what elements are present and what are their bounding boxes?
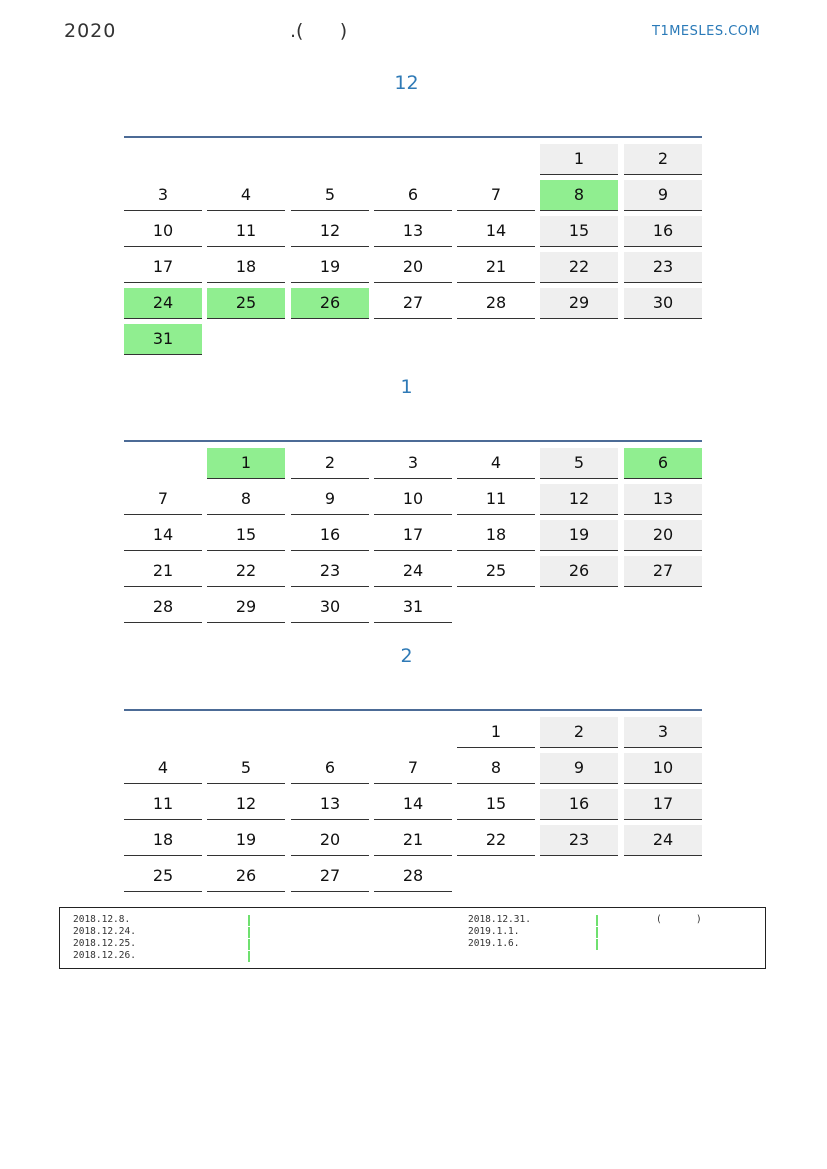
day-cell: 13 [374, 216, 452, 247]
day-cell: 28 [374, 861, 452, 892]
day-cell: 8 [457, 753, 535, 784]
month-divider [124, 440, 702, 442]
day-cell: 30 [624, 288, 702, 319]
day-cell: 13 [624, 484, 702, 515]
legend-date: 2019.1.1. [468, 926, 520, 937]
day-cell: 2 [540, 717, 618, 748]
day-cell: 21 [374, 825, 452, 856]
day-cell: 21 [124, 556, 202, 587]
day-cell: 27 [624, 556, 702, 587]
header-year: 2020 [64, 20, 117, 42]
holiday-day-cell: 25 [207, 288, 285, 319]
day-cell: 6 [291, 753, 369, 784]
holiday-legend [59, 907, 766, 969]
legend-marker [596, 927, 598, 938]
day-cell: 23 [540, 825, 618, 856]
day-cell: 30 [291, 592, 369, 623]
day-cell: 18 [124, 825, 202, 856]
day-cell: 12 [291, 216, 369, 247]
day-cell: 16 [291, 520, 369, 551]
day-cell: 19 [540, 520, 618, 551]
day-cell: 15 [540, 216, 618, 247]
day-cell: 26 [207, 861, 285, 892]
day-cell: 14 [124, 520, 202, 551]
holiday-day-cell: 26 [291, 288, 369, 319]
day-cell: 16 [540, 789, 618, 820]
legend-marker [596, 939, 598, 950]
holiday-day-cell: 8 [540, 180, 618, 211]
day-cell: 11 [207, 216, 285, 247]
day-cell: 14 [374, 789, 452, 820]
day-cell: 5 [540, 448, 618, 479]
day-cell: 22 [457, 825, 535, 856]
day-cell: 5 [291, 180, 369, 211]
day-cell: 28 [124, 592, 202, 623]
day-cell: 1 [457, 717, 535, 748]
site-link[interactable]: T1MESLES.COM [652, 24, 761, 39]
legend-marker [248, 915, 250, 926]
day-cell: 29 [207, 592, 285, 623]
legend-marker [248, 951, 250, 962]
day-cell: 16 [624, 216, 702, 247]
day-cell: 7 [374, 753, 452, 784]
day-cell: 17 [124, 252, 202, 283]
day-cell: 22 [207, 556, 285, 587]
day-cell: 2 [624, 144, 702, 175]
day-cell: 7 [457, 180, 535, 211]
month-title: 1 [400, 376, 413, 398]
day-cell: 19 [207, 825, 285, 856]
legend-date: 2018.12.25. [73, 938, 136, 949]
day-cell: 4 [207, 180, 285, 211]
day-cell: 25 [457, 556, 535, 587]
day-cell: 17 [624, 789, 702, 820]
legend-marker [596, 915, 598, 926]
day-cell: 24 [624, 825, 702, 856]
day-cell: 10 [624, 753, 702, 784]
legend-date: 2018.12.8. [73, 914, 131, 925]
day-cell: 9 [624, 180, 702, 211]
day-cell: 3 [624, 717, 702, 748]
day-cell: 2 [291, 448, 369, 479]
day-cell: 5 [207, 753, 285, 784]
holiday-day-cell: 24 [124, 288, 202, 319]
day-cell: 21 [457, 252, 535, 283]
day-cell: 12 [540, 484, 618, 515]
day-cell: 24 [374, 556, 452, 587]
day-cell: 23 [291, 556, 369, 587]
legend-note: ( ) [656, 914, 702, 925]
day-cell: 12 [207, 789, 285, 820]
day-cell: 4 [124, 753, 202, 784]
day-cell: 9 [291, 484, 369, 515]
legend-date: 2019.1.6. [468, 938, 520, 949]
day-cell: 20 [374, 252, 452, 283]
month-divider [124, 136, 702, 138]
day-cell: 27 [291, 861, 369, 892]
month-title: 12 [394, 72, 419, 94]
day-cell: 31 [374, 592, 452, 623]
day-cell: 25 [124, 861, 202, 892]
day-cell: 3 [374, 448, 452, 479]
day-cell: 9 [540, 753, 618, 784]
day-cell: 1 [540, 144, 618, 175]
day-cell: 26 [540, 556, 618, 587]
day-cell: 3 [124, 180, 202, 211]
day-cell: 20 [291, 825, 369, 856]
day-cell: 11 [124, 789, 202, 820]
day-cell: 20 [624, 520, 702, 551]
day-cell: 10 [374, 484, 452, 515]
day-cell: 4 [457, 448, 535, 479]
holiday-day-cell: 1 [207, 448, 285, 479]
day-cell: 10 [124, 216, 202, 247]
legend-date: 2018.12.26. [73, 950, 136, 961]
legend-date: 2018.12.31. [468, 914, 531, 925]
day-cell: 28 [457, 288, 535, 319]
legend-date: 2018.12.24. [73, 926, 136, 937]
day-cell: 6 [374, 180, 452, 211]
day-cell: 18 [457, 520, 535, 551]
legend-marker [248, 939, 250, 950]
day-cell: 7 [124, 484, 202, 515]
holiday-day-cell: 6 [624, 448, 702, 479]
day-cell: 19 [291, 252, 369, 283]
day-cell: 29 [540, 288, 618, 319]
day-cell: 15 [457, 789, 535, 820]
header-title: .( ) [290, 20, 348, 42]
day-cell: 18 [207, 252, 285, 283]
day-cell: 11 [457, 484, 535, 515]
month-divider [124, 709, 702, 711]
day-cell: 14 [457, 216, 535, 247]
day-cell: 27 [374, 288, 452, 319]
day-cell: 23 [624, 252, 702, 283]
day-cell: 17 [374, 520, 452, 551]
holiday-day-cell: 31 [124, 324, 202, 355]
day-cell: 8 [207, 484, 285, 515]
day-cell: 22 [540, 252, 618, 283]
legend-marker [248, 927, 250, 938]
month-title: 2 [400, 645, 413, 667]
day-cell: 15 [207, 520, 285, 551]
day-cell: 13 [291, 789, 369, 820]
